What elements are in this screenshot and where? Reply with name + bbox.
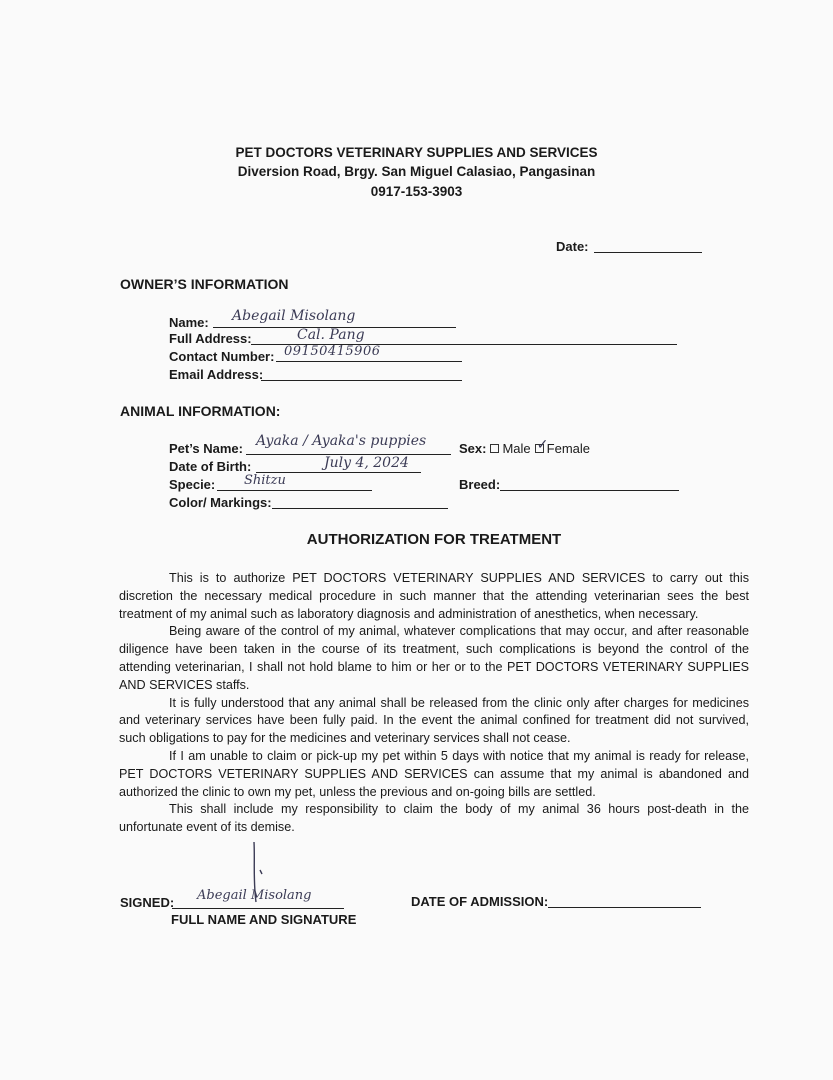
owner-contact-value: 09150415906 [284, 344, 381, 359]
breed-field[interactable] [500, 490, 679, 491]
owner-section-title: OWNER’S INFORMATION [120, 276, 289, 292]
signature-value: Abegail Misolang [197, 888, 312, 903]
company-name: PET DOCTORS VETERINARY SUPPLIES AND SERVICES [235, 145, 598, 160]
animal-section-title: ANIMAL INFORMATION: [120, 403, 281, 419]
breed-label: Breed: [459, 477, 501, 492]
owner-contact-label: Contact Number: [169, 349, 275, 364]
sex-label: Sex: [459, 441, 487, 456]
owner-name-value: Abegail Misolang [232, 308, 356, 324]
auth-paragraph: Being aware of the control of my animal, whatever complications that may occur, and after reasonable diligence have been taken in the course of its treatment, such complications is beyond the control of the attending veterinarian, I shall not hold blame to him or her or to the PET DOCTORS VETERINARY SUPPLIES AND SERVICES staffs. [119, 624, 749, 692]
date-field[interactable] [594, 252, 702, 253]
owner-name-label: Name: [169, 315, 209, 330]
dob-label: Date of Birth: [169, 459, 252, 474]
color-field[interactable] [272, 508, 448, 509]
auth-paragraph: This is to authorize PET DOCTORS VETERINARY SUPPLIES AND SERVICES to carry out this discretion the necessary medical procedure in such manner that the attending veterinarian sees the best treatment of my animal such as laboratory diagnosis and administration of anesthetics, when necessary. [119, 571, 749, 621]
sex-male-label: Male [502, 441, 531, 456]
owner-email-label: Email Address: [169, 367, 264, 382]
sex-row [459, 436, 591, 456]
owner-address-value: Cal. Pang [297, 327, 365, 343]
auth-body [119, 570, 749, 837]
sex-female-label: Female [546, 441, 591, 456]
specie-label: Specie: [169, 477, 216, 492]
signature-stroke-icon [240, 840, 280, 910]
owner-contact-field[interactable] [276, 361, 462, 362]
checkmark-icon: ✓ [536, 436, 549, 452]
pet-name-label: Pet’s Name: [169, 441, 243, 456]
date-label: Date: [556, 239, 589, 254]
auth-paragraph: If I am unable to claim or pick-up my pet within 5 days with notice that my animal is ready for release, PET DOCTORS VETERINARY SUPPLIES AND SERVICES can assume that my animal is abandoned and authorized the clinic to own my pet, unless the previous and on-going bills are settled. [119, 748, 749, 799]
female-checkbox[interactable] [535, 436, 549, 453]
auth-paragraph: It is fully understood that any animal shall be released from the clinic only after charges for medicines and veterinary services have been fully paid. In the event the animal confined for treatment did not survived, such obligations to pay for the medicines and veterinary services shall not cease. [119, 695, 749, 746]
company-address: Diversion Road, Brgy. San Miguel Calasiao, Pangasinan [237, 164, 596, 179]
admission-label: DATE OF ADMISSION: [411, 894, 549, 909]
owner-email-field[interactable] [261, 380, 462, 381]
dob-value: July 4, 2024 [324, 455, 409, 471]
color-label: Color/ Markings: [169, 495, 272, 510]
auth-title: AUTHORIZATION FOR TREATMENT [306, 531, 562, 548]
signed-label: SIGNED: [120, 895, 175, 910]
admission-field[interactable] [548, 907, 701, 908]
signature-caption: FULL NAME AND SIGNATURE [171, 912, 357, 927]
pet-name-value: Ayaka / Ayaka's puppies [256, 433, 427, 449]
owner-address-label: Full Address: [169, 331, 252, 346]
auth-paragraph: This shall include my responsibility to claim the body of my animal 36 hours post-death in the unfortunate event of its demise. [119, 802, 749, 835]
company-phone: 0917-153-3903 [370, 184, 463, 199]
specie-field[interactable] [217, 490, 372, 491]
specie-value: Shitzu [244, 473, 286, 488]
male-checkbox[interactable] [490, 444, 499, 453]
